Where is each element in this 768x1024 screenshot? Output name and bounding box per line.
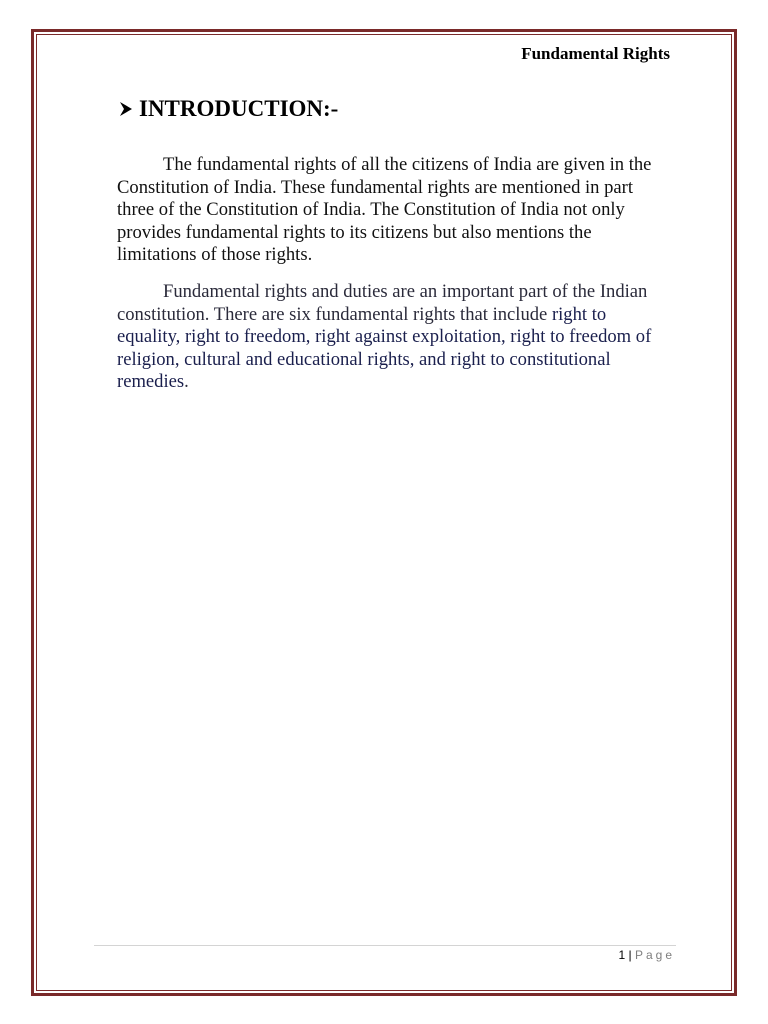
paragraph-2-end: .: [184, 371, 189, 392]
arrow-bullet-icon: [117, 100, 135, 118]
section-heading-text: INTRODUCTION:-: [139, 96, 339, 121]
section-heading: [117, 96, 338, 122]
page-separator: |: [628, 948, 632, 962]
page-label: Page: [634, 948, 675, 962]
footer-divider: [94, 945, 676, 946]
paragraph-2: [117, 281, 669, 394]
rights-list-text: right to equality, right to freedom, right against exploitation, right to freedom of religion, cultural and educational rights, and right to constitutional remedies: [117, 303, 652, 392]
paragraph-1-text: The fundamental rights of all the citizens of India are given in the Constitution of India. These fundamental rights are mentioned in part three of the Constitution of India. The Constitution of India not only provides fundamental rights to its citizens but also mentions the limitations of those rights.: [117, 154, 652, 265]
header-title: Fundamental Rights: [521, 44, 670, 63]
paragraph-2-intro: Fundamental rights and duties are an important part of the Indian constitution. There are six fundamental rights that include: [117, 281, 648, 325]
page-number: 1: [618, 948, 626, 962]
footer-page-number: [618, 948, 675, 962]
paragraph-1: [117, 154, 669, 267]
